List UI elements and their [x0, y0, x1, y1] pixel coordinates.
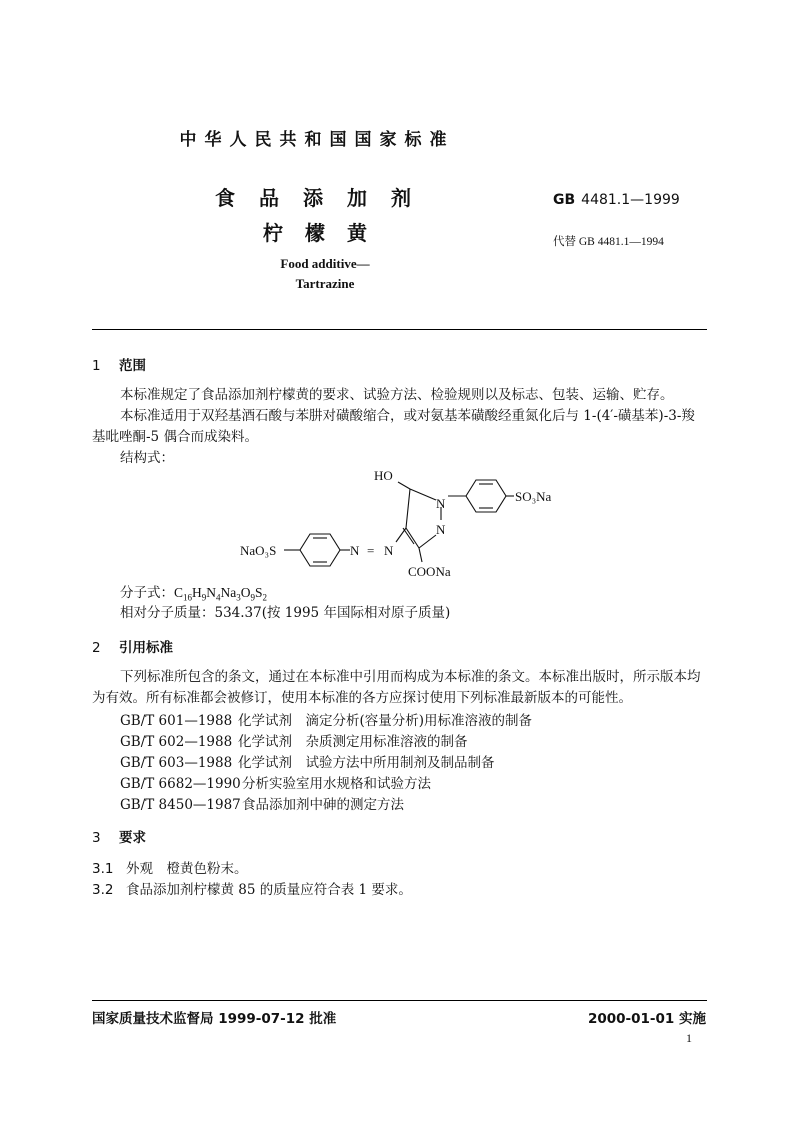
- reference-title: 化学试剂 杂质测定用标准溶液的制备: [238, 734, 468, 750]
- english-title-line2: Tartrazine: [295, 276, 355, 291]
- reference-code: GB/T 6682—1990: [120, 776, 241, 792]
- document-title-line1: 食品添加剂: [215, 186, 435, 210]
- formula-element: O: [240, 585, 251, 600]
- ho-label: HO: [374, 468, 393, 483]
- reference-code: GB/T 602—1988: [120, 734, 233, 750]
- footer-divider: [92, 1000, 707, 1001]
- subclause-number: 3.2: [92, 882, 114, 898]
- relative-molecular-mass: 相对分子质量：534.37(按 1995 年国际相对原子质量): [120, 605, 451, 621]
- section-2-heading: [92, 636, 173, 656]
- ring-n2-label: N: [436, 522, 446, 537]
- formula-element: Na: [220, 585, 237, 600]
- formula-element: H: [192, 585, 202, 600]
- formula-element: C: [174, 585, 184, 600]
- reference-title: 食品添加剂中砷的测定方法: [242, 797, 404, 813]
- section-number: 1: [92, 358, 101, 374]
- standard-prefix: GB: [553, 192, 576, 208]
- structure-label: 结构式：: [120, 450, 174, 466]
- subclause-text: 食品添加剂柠檬黄 85 的质量应符合表 1 要求。: [126, 882, 412, 898]
- section-number: 2: [92, 640, 101, 656]
- structural-formula: [238, 462, 568, 584]
- formula-subscript: 2: [262, 592, 268, 603]
- paragraph: 本标准适用于双羟基酒石酸与苯肼对磺酸缩合，或对氨基苯磺酸经重氮化后与 1-(4′-磺基苯)-3-羧基吡唑酮-5 偶合而成染料。: [92, 408, 695, 445]
- coona-label: COONa: [408, 564, 451, 579]
- reference-item: [120, 772, 431, 792]
- nao3s-left-label: NaO₃S: [240, 543, 277, 558]
- pyrazole-ring: [396, 482, 466, 562]
- reference-item: [120, 793, 404, 813]
- reference-title: 分析实验室用水规格和试验方法: [242, 776, 431, 792]
- azo-n-left: N: [350, 543, 360, 558]
- formula-element: S: [255, 585, 263, 600]
- reference-item: [120, 751, 495, 771]
- reference-item: [120, 730, 468, 750]
- subclause-3-2: [92, 878, 412, 898]
- section-title: 引用标准: [119, 640, 173, 656]
- standard-number-value: 4481.1—1999: [581, 192, 680, 208]
- header-divider: [92, 329, 707, 330]
- section-3-heading: [92, 826, 146, 846]
- reference-item: [120, 709, 532, 729]
- formula-label: 分子式：: [120, 585, 174, 601]
- right-benzene-ring: [466, 480, 514, 512]
- formula-subscript: 9: [201, 592, 207, 603]
- reference-title: 化学试剂 滴定分析(容量分析)用标准溶液的制备: [238, 713, 533, 729]
- section-title: 范围: [119, 358, 146, 374]
- azo-n-right: N: [384, 543, 394, 558]
- paragraph: 本标准规定了食品添加剂柠檬黄的要求、试验方法、检验规则以及标志、包装、运输、贮存。: [120, 387, 674, 403]
- section-title: 要求: [119, 830, 146, 846]
- subclause-number: 3.1: [92, 861, 114, 877]
- reference-code: GB/T 601—1988: [120, 713, 233, 729]
- english-title-line1: Food additive—: [280, 256, 370, 271]
- reference-code: GB/T 8450—1987: [120, 797, 241, 813]
- national-standard-title: 中华人民共和国国家标准: [179, 130, 455, 150]
- standard-number: [553, 192, 680, 208]
- subclause-3-1: [92, 857, 248, 877]
- formula-subscript: 9: [250, 592, 256, 603]
- document-title-line2: 柠檬黄: [263, 221, 389, 245]
- section-1-heading: [92, 354, 146, 374]
- left-benzene-ring: [284, 534, 350, 566]
- reference-code: GB/T 603—1988: [120, 755, 233, 771]
- approval-statement: 国家质量技术监督局 1999-07-12 批准: [92, 1011, 337, 1027]
- implementation-date: 2000-01-01 实施: [587, 1011, 706, 1027]
- paragraph: 下列标准所包含的条文，通过在本标准中引用而构成为本标准的条文。本标准出版时，所示版本均为有效。所有标准都会被修订，使用本标准的各方应探讨使用下列标准最新版本的可能性。: [92, 669, 701, 706]
- formula-element: N: [206, 585, 217, 600]
- azo-double-bond: =: [367, 543, 375, 558]
- so3na-right-label: SO₃Na: [515, 489, 552, 504]
- formula-subscript: 16: [183, 592, 193, 603]
- ring-n1-label: N: [436, 496, 446, 511]
- replaces-standard: 代替 GB 4481.1—1994: [553, 236, 664, 248]
- reference-title: 化学试剂 试验方法中所用制剂及制品制备: [238, 755, 495, 771]
- formula-subscript: 4: [216, 592, 221, 603]
- page-number: 1: [686, 1031, 692, 1045]
- formula-value: [174, 585, 268, 603]
- formula-subscript: 3: [236, 592, 241, 603]
- section-number: 3: [92, 830, 101, 846]
- subclause-text: 外观 橙黄色粉末。: [126, 861, 248, 877]
